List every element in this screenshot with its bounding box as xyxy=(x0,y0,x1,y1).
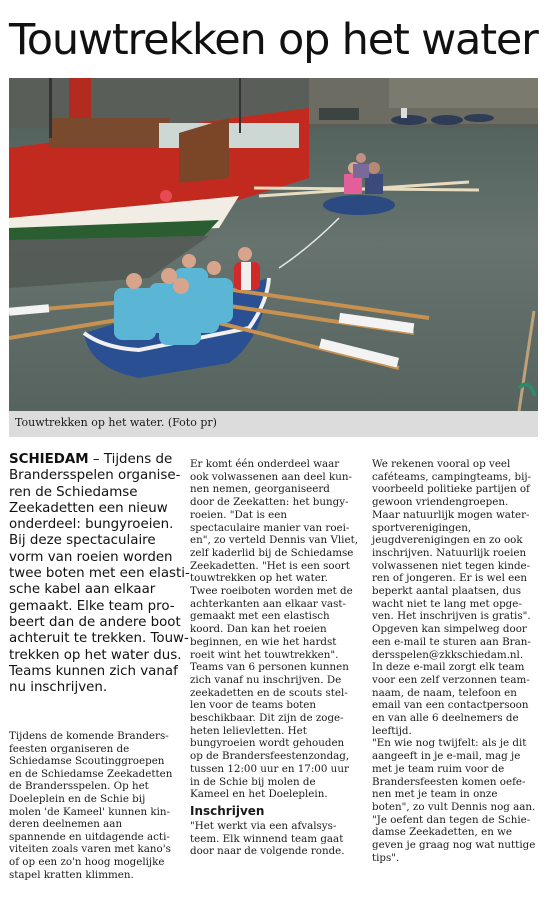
intro-text: – Tijdens de xyxy=(88,452,173,467)
body-line: len voor de teams boten xyxy=(190,699,317,712)
body-line: wacht niet te lang met opge- xyxy=(372,597,522,610)
body-line: en", zo verteld Dennis van Vliet, xyxy=(190,534,358,547)
intro-line: vorm van roeien worden xyxy=(9,549,173,565)
body-line: stapel kratten klimmen. xyxy=(9,868,134,881)
body-line: molen 'de Kameel' kunnen kin- xyxy=(9,805,170,818)
body-line: boten", zo vult Dennis nog aan. xyxy=(372,800,536,813)
body-line: in de Schie bij molen de xyxy=(190,775,316,788)
body-line: email van een contactpersoon xyxy=(372,699,529,712)
dateline: SCHIEDAM xyxy=(9,452,89,467)
body-line: volwassenen niet tegen kinde- xyxy=(372,559,531,572)
body-line: en de Schiedamse Zeekadetten xyxy=(9,767,173,780)
intro-line: Brandersspelen organise- xyxy=(9,468,181,484)
body-line: beperkt aantal plaatsen, dus xyxy=(372,585,522,598)
intro-line: twee boten met een elasti- xyxy=(9,566,190,582)
intro-line: sche kabel aan elkaar xyxy=(9,582,156,598)
body-line: roeien. "Dat is een xyxy=(190,508,287,521)
body-line: door naar de volgende ronde. xyxy=(190,845,345,858)
body-line: naam, de naam, telefoon en xyxy=(372,686,517,699)
body-line: Opgeven kan simpelweg door xyxy=(372,623,527,636)
body-line: door de Zeekatten: het bungy- xyxy=(190,496,349,509)
intro-line-0 xyxy=(9,452,181,468)
rowing-photo-illustration xyxy=(9,78,538,411)
body-line: feesten organiseren de xyxy=(9,742,130,755)
body-line: tips". xyxy=(372,851,400,864)
body-line: Zeekadetten. "Het is een soort xyxy=(190,559,350,572)
body-line: Tijdens de komende Branders- xyxy=(9,730,169,742)
body-line: Doeleplein en de Schie bij xyxy=(9,792,146,805)
body-line: zelf kaderlid bij de Schiedamse xyxy=(190,546,354,559)
body-line: een e-mail te sturen aan Bran- xyxy=(372,635,531,648)
subhead-inschrijven: Inschrijven xyxy=(190,803,265,818)
body-line: viteiten zoals varen met kano's xyxy=(9,843,171,856)
intro-column xyxy=(9,452,190,696)
body-line: ook volwassenen aan deel kun- xyxy=(190,470,352,483)
body-line: inschrijven. Natuurlijk roeien xyxy=(372,546,527,559)
intro-line: onderdeel: bungyroeien. xyxy=(9,517,174,533)
body-line: tussen 12:00 uur en 17:00 uur xyxy=(190,762,349,775)
body-line: bungyroeien wordt gehouden xyxy=(190,737,345,750)
body-line: voorbeeld politieke partijen of xyxy=(372,483,530,496)
column-1-body xyxy=(9,730,181,881)
body-line: of op een zo'n hoog mogelijke xyxy=(9,855,165,868)
body-line: roeit wint het touwtrekken". xyxy=(190,648,339,661)
headline: Touwtrekken op het water xyxy=(9,15,538,65)
body-line: sportverenigingen, xyxy=(372,521,472,534)
body-line: Er komt één onderdeel waar xyxy=(190,458,340,470)
body-line: gewoon vriendengroepen. xyxy=(372,496,509,509)
body-line: deren deelnemen aan xyxy=(9,818,123,831)
body-line: spectaculaire manier van roei- xyxy=(190,521,350,534)
body-line: In deze e-mail zorgt elk team xyxy=(372,661,525,674)
body-line: caféteams, campingteams, bij- xyxy=(372,470,532,483)
body-line: jeugdverenigingen en zo ook xyxy=(372,534,523,547)
caption-bar xyxy=(9,411,538,437)
intro-line: gemaakt. Elke team pro- xyxy=(9,598,175,614)
body-line: met je team ruim voor de xyxy=(372,762,505,775)
body-line: koord. Dan kan het roeien xyxy=(190,623,327,636)
intro-line: trekken op het water dus. xyxy=(9,647,182,663)
body-line: beschikbaar. Dit zijn de zoge- xyxy=(190,712,344,725)
body-line: teem. Elk winnend team gaat xyxy=(190,832,344,845)
body-line: damse Zeekadetten, en we xyxy=(372,826,513,839)
body-line: achterkanten aan elkaar vast- xyxy=(190,597,346,610)
body-line: Twee roeiboten worden met de xyxy=(190,585,353,598)
body-line: en van alle 6 deelnemers de xyxy=(372,712,519,725)
body-line: Kameel en het Doeleplein. xyxy=(190,788,328,801)
body-line: zich vanaf nu inschrijven. De xyxy=(190,673,342,686)
body-line: "En wie nog twijfelt: als je dit xyxy=(372,737,527,750)
article-photo xyxy=(9,78,538,411)
intro-line: nu inschrijven. xyxy=(9,680,108,696)
intro-line: beert dan de andere boot xyxy=(9,614,181,630)
body-line: "Het werkt via een afvalsys- xyxy=(190,819,337,832)
column-2-body xyxy=(190,458,365,858)
body-line: geven je graag nog wat nuttige xyxy=(372,839,536,852)
photo-caption: Touwtrekken op het water. (Foto pr) xyxy=(15,416,217,429)
body-line: ren of jongeren. Er is wel een xyxy=(372,572,527,585)
column-3-body xyxy=(372,458,542,865)
body-line: Maar natuurlijk mogen water- xyxy=(372,508,530,521)
body-line: de Brandersspelen. Op het xyxy=(9,780,149,793)
body-line: leeftijd. xyxy=(372,724,412,737)
body-line: zeekadetten en de scouts stel- xyxy=(190,686,348,699)
intro-line: achteruit te trekken. Touw- xyxy=(9,631,189,647)
body-line: "Je oefent dan tegen de Schie- xyxy=(372,813,531,826)
body-line: heten lelievletten. Het xyxy=(190,724,307,737)
body-line: ven. Het inschrijven is gratis". xyxy=(372,610,531,623)
body-line: We rekenen vooral op veel xyxy=(372,458,511,470)
body-line: Teams van 6 personen kunnen xyxy=(190,661,349,674)
body-line: spannende en uitdagende acti- xyxy=(9,830,170,843)
body-line: aangeeft in je e-mail, mag je xyxy=(372,750,521,763)
intro-line: Bij deze spectaculaire xyxy=(9,533,156,549)
body-line: Brandersfeesten komen oefe- xyxy=(372,775,526,788)
body-line: nen met je team in onze xyxy=(372,788,498,801)
body-line: dersspelen@zkkschiedam.nl. xyxy=(372,648,524,661)
intro-line: Zeekadetten een nieuw xyxy=(9,500,168,516)
body-line: nen nemen, georganiseerd xyxy=(190,483,330,496)
intro-line: ren de Schiedamse xyxy=(9,484,138,500)
intro-line: Teams kunnen zich vanaf xyxy=(9,663,178,679)
body-line: op de Brandersfeestenzondag, xyxy=(190,750,350,763)
body-line: voor een zelf verzonnen team- xyxy=(372,673,530,686)
body-line: Schiedamse Scoutinggroepen xyxy=(9,755,165,768)
body-line: touwtrekken op het water. xyxy=(190,572,328,585)
body-line: gemaakt met een elastisch xyxy=(190,610,330,623)
body-line: beginnen, en wie het hardst xyxy=(190,635,337,648)
